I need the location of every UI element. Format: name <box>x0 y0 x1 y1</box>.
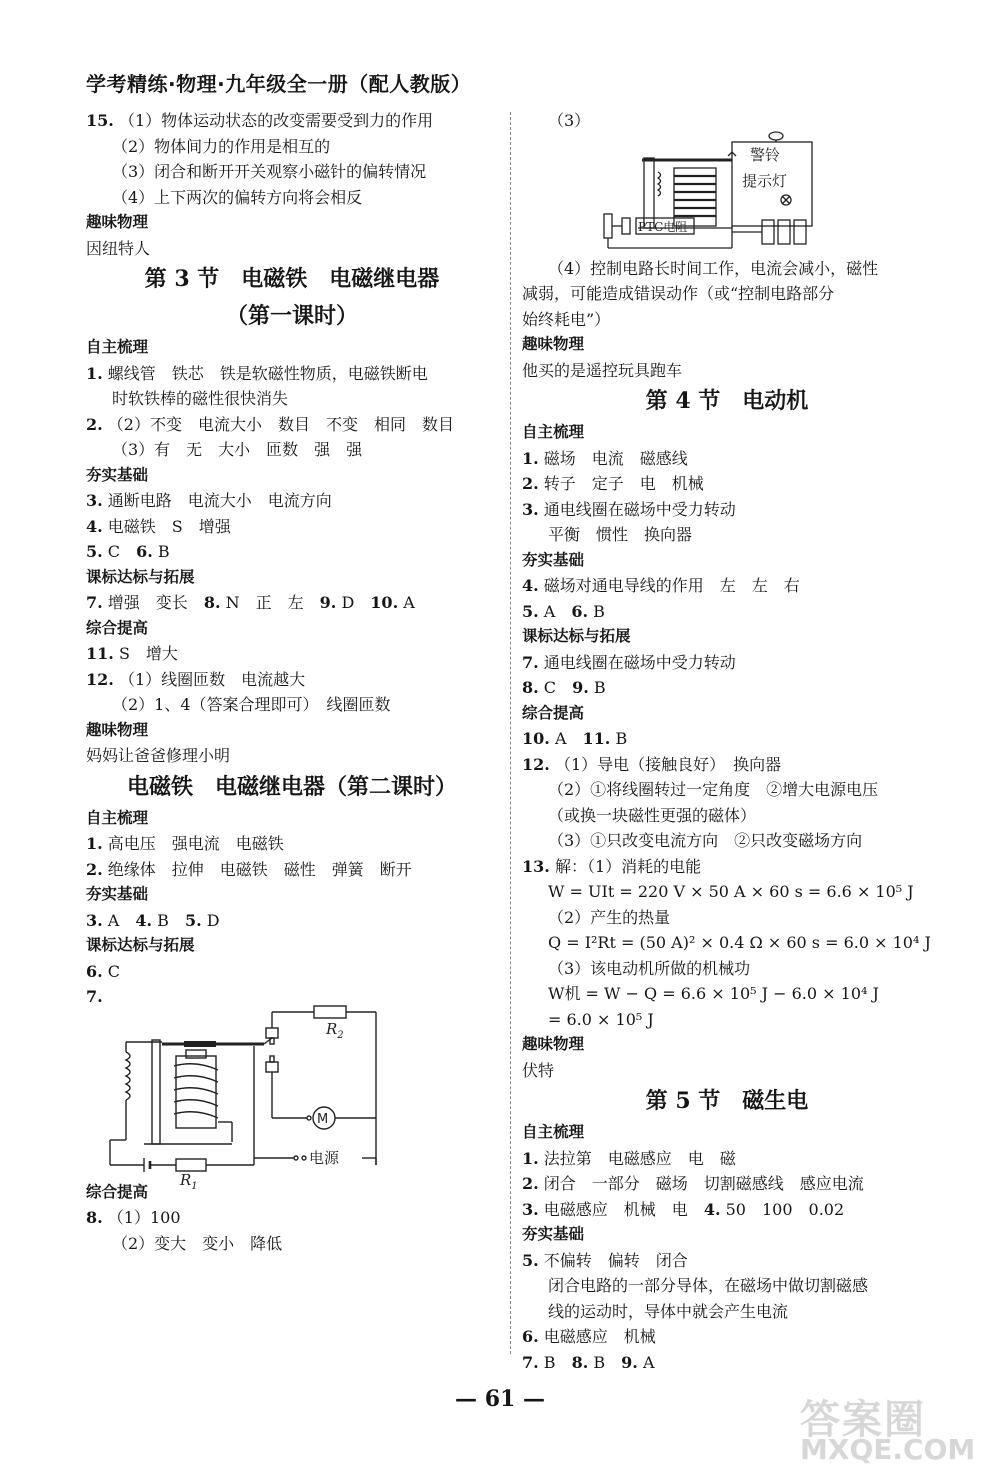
motor-label: M <box>317 1111 329 1127</box>
lesson-title: 第 4 节 电动机 <box>645 388 809 414</box>
answer-8: 8. （1）100 <box>86 1208 181 1227</box>
answer-5-6: 5. A 6. B <box>522 601 605 621</box>
section-heading: 综合提高 <box>86 618 149 637</box>
lesson-title: 第 5 节 磁生电 <box>645 1088 809 1114</box>
answer-7-9: 7. B 8. B 9. A <box>522 1352 655 1372</box>
watermark-url: MXQE.COM <box>800 1433 976 1466</box>
alarm-circuit-diagram <box>582 128 842 256</box>
answer-13: 13. 解：（1）消耗的电能 <box>522 856 702 876</box>
answer-3: 3. 通断电路 电流大小 电流方向 <box>86 491 332 510</box>
answer-12-cont: （2）1、4（答案合理即可） 线圈匝数 <box>112 695 391 714</box>
answer-8-cont: （2）变大 变小 降低 <box>112 1233 283 1253</box>
answer-1-cont: 时软铁棒的磁性很快消失 <box>112 389 289 408</box>
watermark-logo: 答案圈 <box>800 1397 926 1443</box>
fun-physics-answer: 伏特 <box>522 1060 555 1080</box>
r1-label: $R_1$ <box>180 1170 198 1192</box>
answer-15-4: （4）上下两次的偏转方向将会相反 <box>112 187 363 207</box>
answer-12: 12. （1）线圈匝数 电流越大 <box>86 669 306 689</box>
section-heading: 自主梳理 <box>522 1123 585 1141</box>
answer-12-cont: （2）①将线圈转过一定角度 ②增大电源电压 <box>548 780 879 799</box>
answer-7: 7. 通电线圈在磁场中受力转动 <box>522 652 736 672</box>
lamp-label: 提示灯 <box>742 171 788 190</box>
answer-1: 1. 螺线管 铁芯 铁是软磁性物质，电磁铁断电 <box>86 363 428 383</box>
section-heading: 综合提高 <box>522 703 585 722</box>
answer-11: 11. S 增大 <box>86 644 178 663</box>
answer-12: 12. （1）导电（接触良好） 换向器 <box>522 754 782 774</box>
section-heading: 自主梳理 <box>86 338 149 356</box>
answer-4-cont: 始终耗电”） <box>522 309 611 329</box>
answer-1: 1. 磁场 电流 磁感线 <box>522 448 688 468</box>
answer-2: 2. （2）不变 电流大小 数目 不变 相同 数目 <box>86 414 454 434</box>
answer-3-5: 3. A 4. B 5. D <box>86 910 220 930</box>
section-heading: 课标达标与拓展 <box>86 936 195 954</box>
answer-13-formula: W机 = W − Q = 6.6 × 10⁵ J − 6.0 × 10⁴ J <box>548 984 879 1003</box>
answer-1: 1. 高电压 强电流 电磁铁 <box>86 834 284 853</box>
section-heading: 趣味物理 <box>86 720 149 739</box>
left-column <box>86 108 498 1256</box>
page-number: — 61 — <box>455 1386 545 1412</box>
page-header: 学考精练·物理·九年级全一册（配人教版） <box>86 72 472 96</box>
answer-5: 5. 不偏转 偏转 闭合 <box>522 1250 688 1270</box>
answer-7-10: 7. 增强 变长 8. N 正 左 9. D 10. A <box>86 593 415 612</box>
answer-5-6: 5. C 6. B <box>86 542 170 561</box>
section-heading: 夯实基础 <box>86 885 149 903</box>
answer-7-label: 7. <box>86 987 103 1006</box>
lesson-title: 第 3 节 电磁铁 电磁继电器 <box>144 266 440 292</box>
answer-4-cont: 减弱，可能造成错误动作（或“控制电路部分 <box>522 284 835 303</box>
section-heading: 自主梳理 <box>522 423 585 441</box>
lesson-subtitle: （第一课时） <box>225 303 358 329</box>
answer-3-4: 3. 电磁感应 机械 电 4. 50 100 0.02 <box>522 1199 845 1219</box>
answer-13-formula: Q = I²Rt = (50 A)² × 0.4 Ω × 60 s = 6.0 × 10⁴ J <box>548 933 931 952</box>
section-heading: 趣味物理 <box>522 335 585 353</box>
r2-label: $R_2$ <box>326 1019 344 1041</box>
answer-2: 2. 转子 定子 电 机械 <box>522 474 704 493</box>
answer-5-cont: 线的运动时，导体中就会产生电流 <box>548 1301 789 1321</box>
fun-physics-answer: 妈妈让爸爸修理小明 <box>86 746 231 765</box>
answer-12-cont: （或换一块磁性更强的磁体） <box>548 805 757 825</box>
section-heading: 夯实基础 <box>522 550 585 569</box>
section-heading: 课标达标与拓展 <box>522 627 631 645</box>
lesson-title: 电磁铁 电磁继电器（第二课时） <box>126 773 457 800</box>
column-divider <box>510 112 511 1354</box>
right-column <box>522 108 932 1375</box>
power-source-label: 电源 <box>309 1148 340 1167</box>
answer-13-step: （2）产生的热量 <box>548 907 671 927</box>
answer-6: 6. C <box>86 961 121 981</box>
answer-4: 4. 磁场对通电导线的作用 左 左 右 <box>522 576 800 595</box>
bell-label: 警铃 <box>750 145 781 164</box>
answer-2: 2. 绝缘体 拉伸 电磁铁 磁性 弹簧 断开 <box>86 859 412 879</box>
answer-13-step: （3）该电动机所做的机械功 <box>548 958 751 978</box>
section-heading: 夯实基础 <box>86 465 149 484</box>
answer-4: 4. 电磁铁 S 增强 <box>86 516 231 536</box>
section-heading: 趣味物理 <box>522 1035 585 1053</box>
answer-13-formula: W = UIt = 220 V × 50 A × 60 s = 6.6 × 10⁵ J <box>548 882 914 901</box>
answer-3-label: （3） <box>548 111 591 130</box>
answer-10-11: 10. A 11. B <box>522 729 628 748</box>
answer-1: 1. 法拉第 电磁感应 电 磁 <box>522 1148 736 1168</box>
answer-15-3: （3）闭合和断开开关观察小磁针的偏转情况 <box>112 162 427 181</box>
answer-13-result: = 6.0 × 10⁵ J <box>548 1009 654 1029</box>
answer-8-9: 8. C 9. B <box>522 678 606 697</box>
answer-12-cont: （3）①只改变电流方向 ②只改变磁场方向 <box>548 831 863 850</box>
section-heading: 课标达标与拓展 <box>86 567 195 586</box>
answer-4: （4）控制电路长时间工作，电流会减小，磁性 <box>548 258 879 278</box>
watermark <box>800 1397 976 1466</box>
relay-circuit-diagram <box>104 990 404 1192</box>
answer-2: 2. 闭合 一部分 磁场 切割磁感线 感应电流 <box>522 1174 864 1193</box>
fun-physics-answer: 他买的是遥控玩具跑车 <box>522 360 683 380</box>
answer-3: 3. 通电线圈在磁场中受力转动 <box>522 499 736 519</box>
section-heading: 自主梳理 <box>86 808 149 827</box>
fun-physics-answer: 因纽特人 <box>86 238 151 258</box>
section-heading: 夯实基础 <box>522 1225 585 1243</box>
ptc-label: PTC电阻 <box>638 219 688 234</box>
section-heading: 综合提高 <box>86 1182 149 1201</box>
answer-2-cont: （3）有 无 大小 匝数 强 强 <box>112 440 363 459</box>
answer-15-2: （2）物体间力的作用是相互的 <box>112 136 331 156</box>
answer-5-cont: 闭合电路的一部分导体，在磁场中做切割磁感 <box>548 1276 869 1295</box>
answer-15-1: 15. （1）物体运动状态的改变需要受到力的作用 <box>86 111 434 130</box>
answer-6: 6. 电磁感应 机械 <box>522 1327 656 1346</box>
section-heading: 趣味物理 <box>86 213 149 231</box>
answer-3-cont: 平衡 惯性 换向器 <box>548 525 693 544</box>
